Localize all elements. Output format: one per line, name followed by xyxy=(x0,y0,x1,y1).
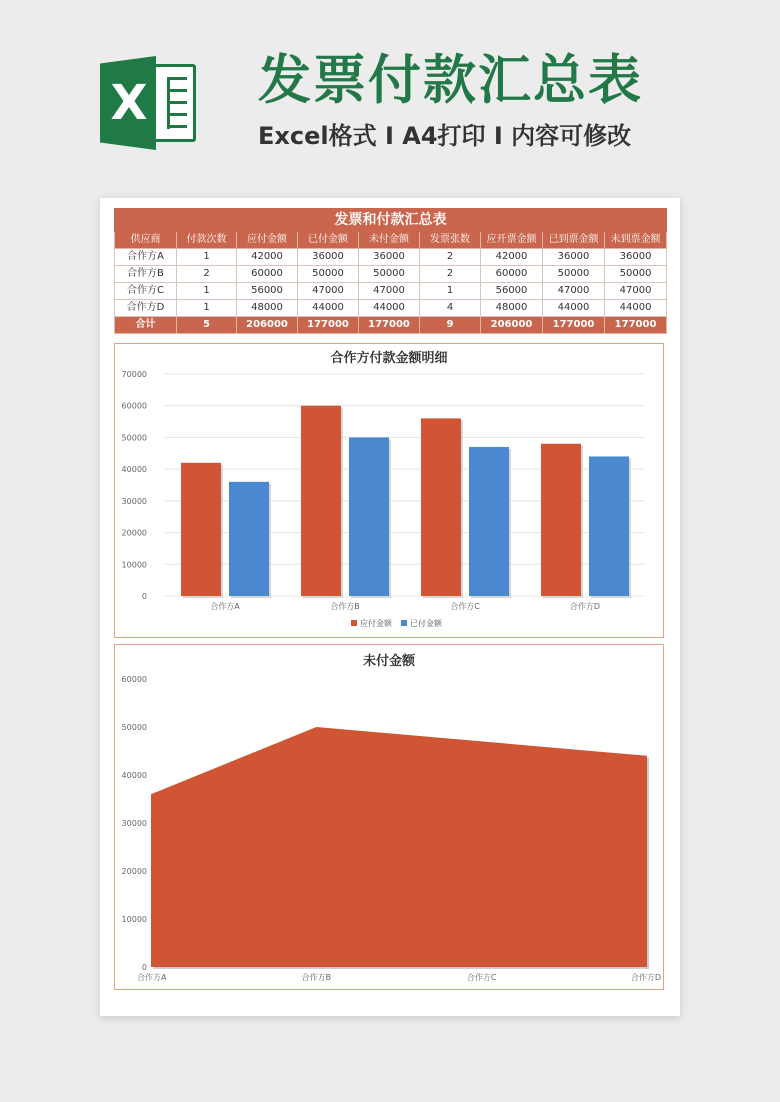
x-tick-label: 合作方D xyxy=(630,973,661,982)
document-page xyxy=(100,198,680,1016)
table-cell: 177000 xyxy=(359,317,420,334)
table-cell: 合作方D xyxy=(115,300,177,317)
table-cell: 206000 xyxy=(481,317,543,334)
bar-chart xyxy=(115,344,663,637)
bar xyxy=(181,463,221,596)
table-cell: 42000 xyxy=(481,249,543,266)
x-tick-label: 合作方C xyxy=(450,602,480,611)
table-cell: 48000 xyxy=(481,300,543,317)
excel-logo-letter: X xyxy=(110,75,148,131)
table-cell: 44000 xyxy=(605,300,667,317)
table-header-row xyxy=(115,232,667,249)
x-tick-label: 合作方B xyxy=(330,602,360,611)
table-cell: 4 xyxy=(420,300,481,317)
table-cell: 44000 xyxy=(359,300,420,317)
table-cell: 177000 xyxy=(298,317,359,334)
excel-logo-icon xyxy=(100,56,200,150)
bar-chart-panel xyxy=(114,343,664,638)
y-tick-label: 30000 xyxy=(121,819,147,828)
y-tick-label: 60000 xyxy=(121,401,147,411)
table-total-row xyxy=(115,317,667,334)
table-cell: 42000 xyxy=(237,249,298,266)
column-header: 发票张数 xyxy=(420,232,481,249)
chart-title: 未付金额 xyxy=(362,654,416,669)
table-cell: 5 xyxy=(177,317,237,334)
y-tick-label: 20000 xyxy=(121,867,147,876)
table-cell: 47000 xyxy=(543,283,605,300)
y-tick-label: 70000 xyxy=(121,370,147,379)
x-tick-label: 合作方A xyxy=(210,602,240,611)
column-header: 付款次数 xyxy=(177,232,237,249)
y-tick-label: 50000 xyxy=(121,433,147,443)
bar xyxy=(229,482,269,596)
table-cell: 44000 xyxy=(543,300,605,317)
table-cell: 50000 xyxy=(605,266,667,283)
table-cell: 1 xyxy=(177,249,237,266)
legend-label: 应付金额 xyxy=(360,619,392,628)
y-tick-label: 10000 xyxy=(121,560,147,570)
table-row xyxy=(115,266,667,283)
column-header: 未付金额 xyxy=(359,232,420,249)
table-cell: 177000 xyxy=(543,317,605,334)
page-header xyxy=(0,0,780,180)
table-cell: 56000 xyxy=(237,283,298,300)
table-cell: 60000 xyxy=(237,266,298,283)
x-tick-label: 合作方B xyxy=(301,973,332,982)
table-cell: 36000 xyxy=(298,249,359,266)
table-cell: 47000 xyxy=(605,283,667,300)
legend-swatch xyxy=(401,620,407,626)
page-title: 发票付款汇总表 xyxy=(258,50,643,111)
y-tick-label: 0 xyxy=(141,592,147,601)
bar xyxy=(421,418,461,596)
table-cell: 47000 xyxy=(298,283,359,300)
table-cell: 47000 xyxy=(359,283,420,300)
table-cell: 2 xyxy=(420,249,481,266)
y-tick-label: 0 xyxy=(141,963,147,972)
summary-table xyxy=(114,208,667,334)
area-series xyxy=(151,727,647,967)
table-cell: 48000 xyxy=(237,300,298,317)
table-cell: 2 xyxy=(177,266,237,283)
table-cell: 9 xyxy=(420,317,481,334)
area-chart xyxy=(115,645,663,989)
bar xyxy=(349,437,389,596)
table-cell: 50000 xyxy=(298,266,359,283)
table-cell: 206000 xyxy=(237,317,298,334)
y-tick-label: 20000 xyxy=(121,528,147,538)
table-title: 发票和付款汇总表 xyxy=(115,209,667,232)
y-tick-label: 40000 xyxy=(121,771,147,780)
table-cell: 合计 xyxy=(115,317,177,334)
table-cell: 合作方B xyxy=(115,266,177,283)
table-cell: 1 xyxy=(420,283,481,300)
y-tick-label: 10000 xyxy=(121,915,147,924)
table-cell: 36000 xyxy=(605,249,667,266)
bar xyxy=(541,444,581,596)
x-tick-label: 合作方D xyxy=(569,602,601,611)
table-cell: 1 xyxy=(177,283,237,300)
table-cell: 177000 xyxy=(605,317,667,334)
x-tick-label: 合作方A xyxy=(137,973,167,982)
table-row xyxy=(115,283,667,300)
table-cell: 合作方A xyxy=(115,249,177,266)
y-tick-label: 40000 xyxy=(121,465,147,475)
table-row xyxy=(115,300,667,317)
page-subtitle: Excel格式 I A4打印 I 内容可修改 xyxy=(258,122,632,150)
column-header: 已付金额 xyxy=(298,232,359,249)
column-header: 应付金额 xyxy=(237,232,298,249)
bar xyxy=(589,456,629,596)
table-cell: 60000 xyxy=(481,266,543,283)
table-cell: 56000 xyxy=(481,283,543,300)
table-cell: 50000 xyxy=(359,266,420,283)
x-tick-label: 合作方C xyxy=(466,973,497,982)
area-chart-panel xyxy=(114,644,664,990)
bar xyxy=(469,447,509,596)
table-cell: 合作方C xyxy=(115,283,177,300)
y-tick-label: 60000 xyxy=(121,675,147,684)
column-header: 应开票金额 xyxy=(481,232,543,249)
table-cell: 50000 xyxy=(543,266,605,283)
table-cell: 36000 xyxy=(359,249,420,266)
column-header: 供应商 xyxy=(115,232,177,249)
chart-title: 合作方付款金额明细 xyxy=(330,351,448,366)
bar xyxy=(301,406,341,596)
column-header: 已到票金额 xyxy=(543,232,605,249)
column-header: 未到票金额 xyxy=(605,232,667,249)
table-cell: 44000 xyxy=(298,300,359,317)
table-cell: 1 xyxy=(177,300,237,317)
table-cell: 2 xyxy=(420,266,481,283)
y-tick-label: 30000 xyxy=(121,496,147,506)
y-tick-label: 50000 xyxy=(121,723,147,732)
table-row xyxy=(115,249,667,266)
table-cell: 36000 xyxy=(543,249,605,266)
legend-swatch xyxy=(351,620,357,626)
legend-label: 已付金额 xyxy=(410,619,442,628)
